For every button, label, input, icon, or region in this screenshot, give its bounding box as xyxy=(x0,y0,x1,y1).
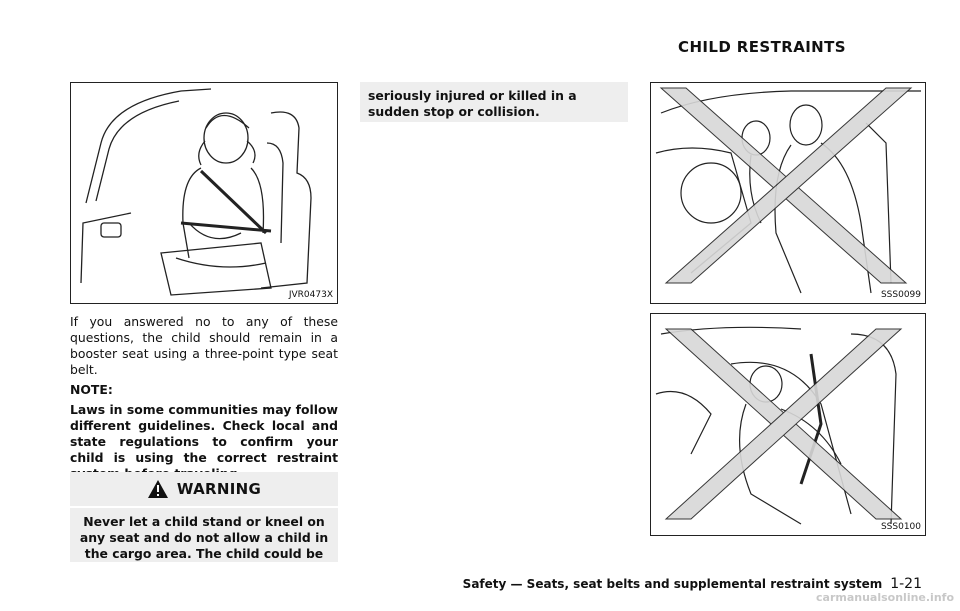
figure-code: SSS0099 xyxy=(880,290,921,300)
warning-title: WARNING xyxy=(176,480,262,498)
rear-facing-drawing xyxy=(651,314,925,535)
warning-text-continued: seriously injured or killed in a sudden stop or collision. xyxy=(360,82,628,122)
figure-code: JVR0473X xyxy=(288,290,333,300)
page-number: 1-21 xyxy=(890,576,922,592)
page-footer xyxy=(463,576,922,592)
note-label: NOTE: xyxy=(70,382,113,397)
rear-facing-seat-illustration xyxy=(650,313,926,536)
warning-text: Never let a child stand or kneel on any seat and do not allow a child in the cargo area. The child could be xyxy=(70,508,338,562)
body-text-column xyxy=(70,314,338,486)
booster-seat-illustration xyxy=(70,82,338,304)
section-title: CHILD RESTRAINTS xyxy=(678,38,846,56)
footer-section: Safety — Seats, seat belts and supplemental restraint system xyxy=(462,577,883,591)
warning-triangle-icon xyxy=(147,479,169,499)
note-text: Laws in some communities may follow different guidelines. Check local and state regulations to confirm your child is using the correct restraint xyxy=(70,402,338,465)
figure-code: SSS0100 xyxy=(880,522,921,532)
front-seat-drawing xyxy=(651,83,925,303)
booster-seat-drawing xyxy=(71,83,337,303)
front-seat-child-illustration xyxy=(650,82,926,304)
watermark: carmanualsonline.info xyxy=(816,591,954,604)
warning-header xyxy=(70,472,338,506)
body-paragraph: If you answered no to any of these questions, the child should remain in a booster seat using a three-point type seat belt. xyxy=(70,314,338,377)
